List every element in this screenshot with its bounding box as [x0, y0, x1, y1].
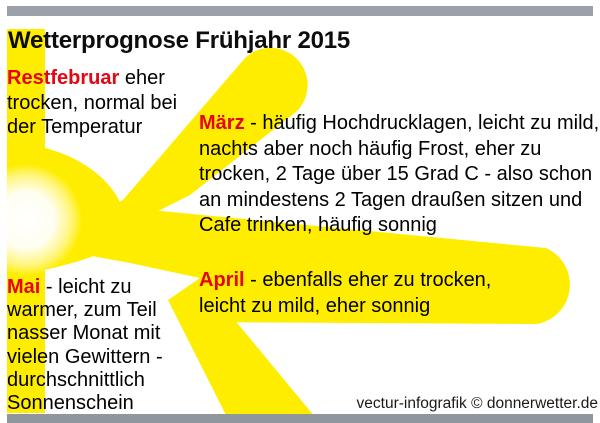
- forecast-maerz: [199, 111, 600, 239]
- month-label-restfebruar: Restfebruar: [7, 67, 120, 89]
- month-text-restfebruar: eher trocken, normal bei der Temperatur: [7, 67, 178, 139]
- forecast-mai: [7, 276, 187, 415]
- bottom-bar: [7, 414, 593, 423]
- forecast-restfebruar: [7, 66, 187, 140]
- month-text-mai: - leicht zu warmer, zum Teil nasser Monat mit vielen Gewittern - durchschnittlich Sonnenschein: [7, 276, 163, 415]
- month-text-maerz: - häufig Hochdrucklagen, leicht zu mild, nachts aber noch häufig Frost, eher zu trocken, 2 Tage über 15 Grad C - also schon an mindestens 2 Tagen draußen sitzen und Cafe trinken, häufig sonnig: [199, 112, 600, 237]
- month-label-maerz: März: [199, 112, 245, 134]
- forecast-april: [199, 267, 535, 319]
- credit-line: vectur-infografik © donnerwetter.de: [356, 395, 598, 412]
- top-bar: [7, 6, 593, 16]
- page-title: Wetterprognose Frühjahr 2015: [8, 27, 351, 54]
- month-text-april: - ebenfalls eher zu trocken, leicht zu mild, eher sonnig: [199, 269, 492, 317]
- month-label-april: April: [199, 269, 245, 291]
- month-label-mai: Mai: [7, 276, 41, 298]
